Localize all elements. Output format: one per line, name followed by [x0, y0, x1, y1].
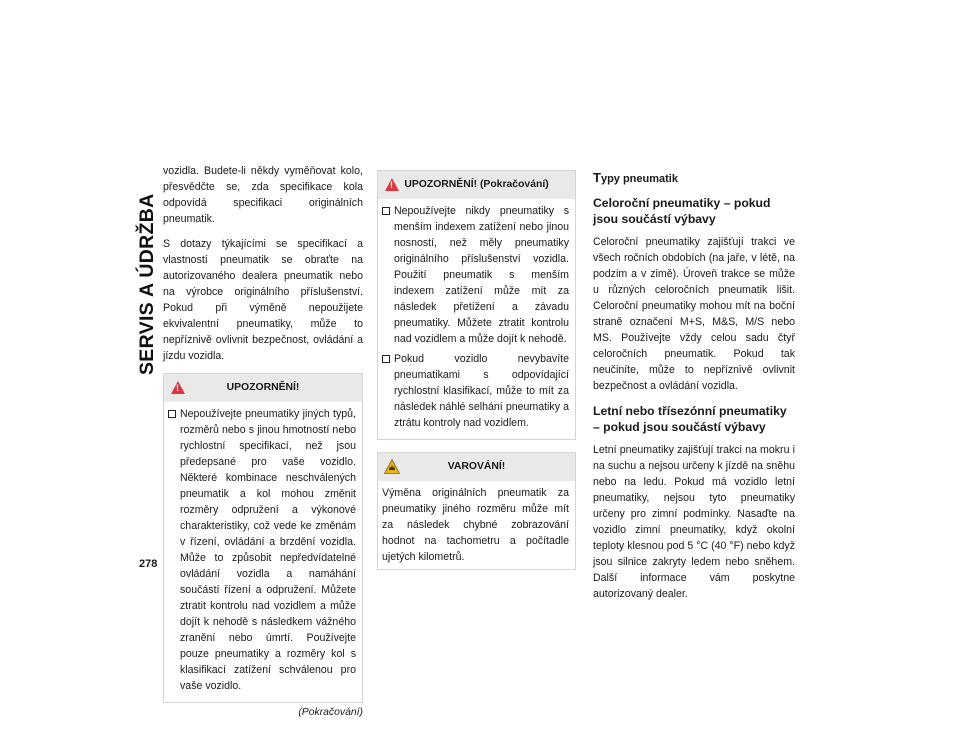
paragraph: Celoroční pneumatiky zajišťují trakci ve všech ročních obdobích (na jaře, v létě, na podzim a v zimě). Úroveň trakce se může u různých celoročních pneumatik lišit. Celoroční pneumatiky mohou mít na boční straně označení M+S, M&S, M/S nebo MS. Používejte vždy celou sadu čtyř celoročních pneumatik. Pokud tak neučiníte, může to nepříznivě ovlivnit bezpečnost a ovládání vozidla. — [593, 236, 795, 392]
warning-box-header — [378, 453, 575, 481]
section-heading — [593, 170, 795, 187]
subsection-title: Celoroční pneumatiky – pokud jsou součástí výbavy — [593, 196, 771, 226]
checkbox-bullet-icon — [168, 410, 176, 418]
chapter-title-text: SERVIS A ÚDRŽBA — [136, 193, 158, 375]
hand-warning-icon — [384, 459, 400, 474]
caution-box-body — [164, 402, 362, 702]
list-item — [168, 406, 356, 694]
paragraph: vozidla. Budete-li někdy vyměňovat kolo, přesvědčte se, zda specifikace kola odpovídá specifikaci originálních pneumatik. — [163, 165, 363, 225]
caution-box-title: UPOZORNĚNÍ! (Pokračování) — [404, 179, 549, 190]
column-2 — [377, 170, 576, 570]
warning-triangle-icon — [385, 178, 399, 191]
warning-triangle-icon — [171, 381, 185, 394]
caution-box-continued — [377, 170, 576, 440]
column-1 — [163, 163, 363, 721]
list-item-text: Nepoužívejte nikdy pneumatiky s menším indexem zatížení nebo jinou nosností, než měly pneumatiky originálního příslušenství vozidla. Použití pneumatik s menším indexem zatížení může mít za následek přetížení a závadu pneumatiky. Můžete ztratit kontrolu nad vozidlem a může dojít k nehodě. — [394, 205, 569, 345]
subsection-title: Letní nebo třísezónní pneumatiky – pokud jsou součástí výbavy — [593, 404, 787, 434]
heading-initial: T — [593, 170, 601, 185]
list-item-text: Nepoužívejte pneumatiky jiných typů, rozměrů nebo s jinou hmotností nebo rychlostní specifikací, než jsou předepsané pro vaše vozidlo. Některé kombinace neschválených pneumatik a kol mohou změnit rozměry odpružení a výkonové charakteristiky, což vede ke změnám v řízení, ovládání a brzdění vozidla. Může to způsobit nepředvídatelné ovládání vozidla a namáhání součástí řízení a odpružení. Můžete ztratit kontrolu nad vozidlem a může dojít k nehodě s následkem vážného zranění nebo úmrtí. Používejte pouze pneumatiky a rozměry kol s klasifikací zatížení schválenou pro vaše vozidlo. — [180, 408, 356, 692]
paragraph: S dotazy týkajícími se specifikací a vlastností pneumatik se obraťte na autorizovaného dealera pneumatik nebo na výrobce originálního příslušenství. Pokud při výměně nepoužijete ekvivalentní pneumatiky, může to nepříznivě ovlivnit bezpečnost, ovládání a jízdu vozidla. — [163, 238, 363, 362]
warning-box-text: Výměna originálních pneumatik za pneumatiky jiného rozměru může mít za následek chybné zobrazování hodnot na tachometru a počítadle ujetých kilometrů. — [382, 487, 569, 563]
list-item — [382, 351, 569, 431]
caution-box — [163, 373, 363, 703]
checkbox-bullet-icon — [382, 355, 390, 363]
warning-box-title: VAROVÁNÍ! — [447, 461, 506, 472]
list-item — [382, 203, 569, 347]
caution-box-header — [378, 171, 575, 199]
warning-box — [377, 452, 576, 570]
chapter-side-title — [136, 163, 160, 543]
caution-box-title: UPOZORNĚNÍ! — [226, 382, 300, 393]
caution-box-body — [378, 199, 575, 439]
column-3 — [593, 170, 795, 611]
heading-rest: ypy pneumatik — [600, 173, 678, 185]
checkbox-bullet-icon — [382, 207, 390, 215]
list-item-text: Pokud vozidlo nevybavíte pneumatikami s odpovídající rychlostní klasifikací, může to mít za následek náhlé selhání pneumatiky a ztrátu kontroly nad vozidlem. — [394, 353, 569, 429]
paragraph: Letní pneumatiky zajišťují trakci na mokru i na suchu a nejsou určeny k jízdě na sněhu nebo na ledu. Pokud má vozidlo letní pneumatiky, nejsou tyto pneumatiky určeny pro zimní podmínky. Nasaďte na vozidlo zimní pneumatiky, když okolní teploty klesnou pod 5 °C (40 °F) nebo když jsou silnice zakryty ledem nebo sněhem. Další informace vám poskytne autorizovaný dealer. — [593, 444, 795, 600]
continued-note: (Pokračování) — [298, 707, 363, 718]
caution-box-header — [164, 374, 362, 402]
page-number: 278 — [139, 558, 158, 570]
warning-box-body — [378, 481, 575, 569]
